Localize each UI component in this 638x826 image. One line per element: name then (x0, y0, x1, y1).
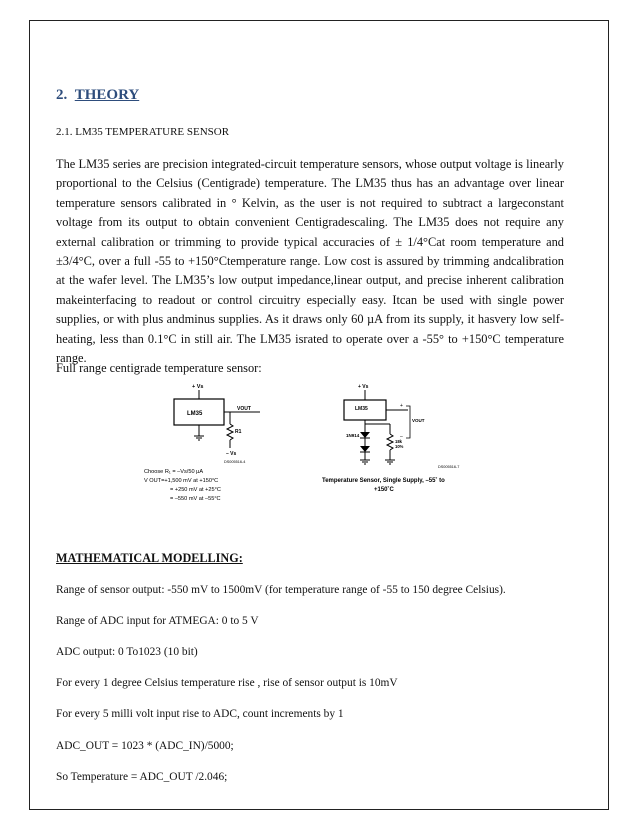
subsection-heading: 2.1. LM35 TEMPERATURE SENSOR (56, 126, 230, 138)
fig1-r1-label: R1 (235, 429, 242, 435)
modelling-line: For every 1 degree Celsius temperature rise , rise of sensor output is 10mV (56, 677, 398, 689)
modelling-line: Range of sensor output: -550 mV to 1500mV (for temperature range of -55 to 150 degree Celsius). (56, 584, 506, 596)
section-title: THEORY (74, 87, 140, 103)
fig2-resistor-tolerance: 10% (395, 444, 404, 449)
fig2-vout-label: VOUT (412, 418, 425, 423)
modelling-line: So Temperature = ADC_OUT /2.046; (56, 771, 228, 783)
section-heading (56, 87, 139, 104)
modelling-line: ADC_OUT = 1023 * (ADC_IN)/5000; (56, 740, 234, 752)
fig1-eq3: = –550 mV at –55°C (170, 496, 221, 502)
fig1-choose-text: Choose R₁ = –Vs/50 µA (144, 469, 204, 475)
fig1-ground-icon (194, 436, 204, 440)
modelling-line: ADC output: 0 To1023 (10 bit) (56, 646, 198, 658)
fig2-plus-label: + (400, 403, 403, 409)
fig2-ground-icon-right (385, 460, 395, 464)
fig2-caption-line2: +150˚C (374, 487, 394, 493)
fig2-resistor-18k (387, 434, 393, 450)
fig1-eq2: = +250 mV at +25°C (170, 487, 221, 493)
fig1-vout-label: VOUT (237, 406, 251, 412)
fig1-vs-bottom: – Vs (226, 451, 237, 457)
fig2-ground-icon-left (360, 460, 370, 464)
fig1-resistor-r1 (227, 424, 233, 440)
fig2-resistor-label: 18k (395, 439, 402, 444)
fig2-diode-label: 1N914 (346, 433, 360, 438)
fig2-vs-top: + Vs (358, 384, 369, 390)
fig1-vs-top: + Vs (192, 384, 204, 390)
section-number: 2. (56, 87, 68, 103)
fig2-code: DS005516-7 (438, 465, 460, 469)
fig2-diode-1n914 (360, 432, 370, 438)
single-supply-circuit-diagram (318, 380, 498, 498)
modelling-heading: MATHEMATICAL MODELLING: (56, 551, 243, 565)
fig1-eq1: V OUT=+1,500 mV at +150°C (144, 478, 219, 484)
figure-caption: Full range centigrade temperature sensor: (56, 361, 262, 375)
fig2-minus-label: – (400, 434, 403, 440)
full-range-circuit-diagram (140, 380, 290, 508)
fig1-code: DS005516-4 (224, 460, 246, 464)
fig1-chip-label: LM35 (187, 411, 203, 417)
modelling-line: Range of ADC input for ATMEGA: 0 to 5 V (56, 615, 259, 627)
modelling-line: For every 5 milli volt input rise to ADC, count increments by 1 (56, 708, 344, 720)
fig2-caption-line1: Temperature Sensor, Single Supply, –55˚ to (322, 478, 445, 484)
lm35-description: The LM35 series are precision integrated-circuit temperature sensors, whose output voltage is linearly proportional to the Celsius (Centigrade) temperature. The LM35 thus has an advantage over linear temperature sensors calibrated in ° Kelvin, as the user is not required to subtract a largeconstant voltage from its output to obtain convenient Centigradescaling. The LM35 does not require any external calibration or trimming to provide typical accuracies of ± 1/4°Cat room temperature and ±3/4°C, over a full -55 to +150°Ctemperature range. Low cost is assured by trimming andcalibration at the wafer level. The LM35’s low output impedance,linear output, and precise inherent calibration makeinterfacing to readout or control circuitry especially easy. Itcan be used with single power supplies, or with plus andminus supplies. As it draws only 60 µA from its supply, it hasvery low self-heating, less than 0.1°C in still air. The LM35 israted to operate over a -55° to +150°C temperature range. (56, 157, 564, 366)
fig2-chip-label: LM35 (355, 406, 368, 412)
